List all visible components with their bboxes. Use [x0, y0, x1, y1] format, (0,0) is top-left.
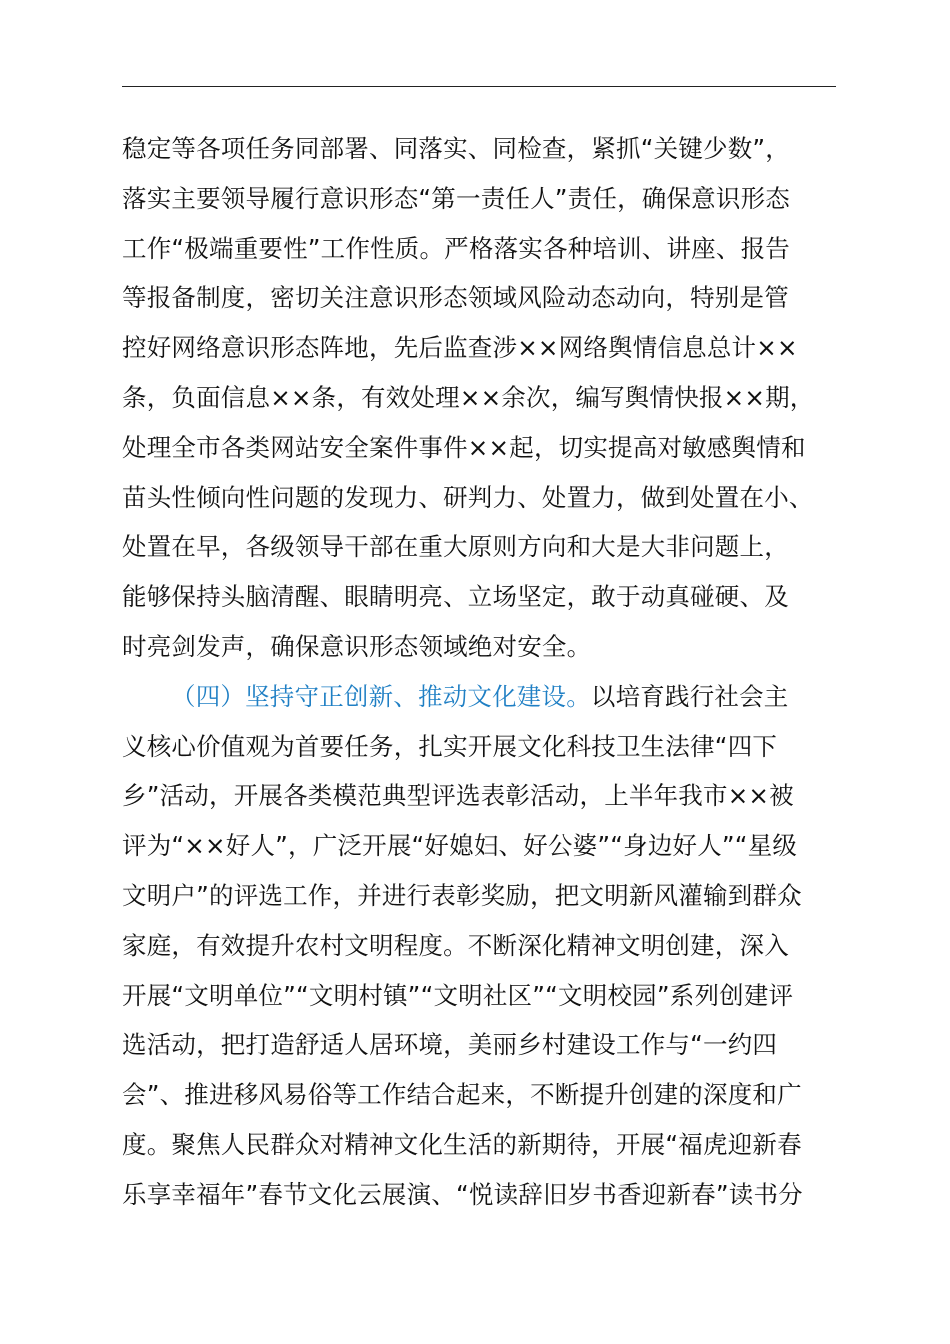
body-line: 乐享幸福年”春节文化云展演、“悦读辞旧岁书香迎新春”读书分	[122, 1179, 803, 1209]
section-first-line-text: 以培育践行社会主	[590, 681, 789, 711]
body-line: 处置在早，各级领导干部在重大原则方向和大是大非问题上，	[122, 532, 789, 562]
body-line: 乡”活动，开展各类模范典型评选表彰活动，上半年我市××被	[122, 781, 794, 811]
section-first-line	[122, 672, 836, 722]
header-rule	[122, 86, 836, 87]
document-body	[122, 124, 836, 1220]
body-line: 苗头性倾向性问题的发现力、研判力、处置力，做到处置在小、	[122, 482, 814, 512]
body-line: 开展“文明单位”“文明村镇”“文明社区”“文明校园”系列创建评	[122, 980, 794, 1010]
body-line: 条，负面信息××条，有效处理××余次，编写舆情快报××期，	[122, 382, 815, 412]
body-line: 能够保持头脑清醒、眼睛明亮、立场坚定，敢于动真碰硬、及	[122, 582, 789, 612]
body-line: 工作“极端重要性”工作性质。严格落实各种培训、讲座、报告	[122, 233, 790, 263]
section-heading: （四）坚持守正创新、推动文化建设。	[171, 681, 591, 711]
body-line: 稳定等各项任务同部署、同落实、同检查，紧抓“关键少数”，	[122, 134, 790, 163]
body-line: 时亮剑发声，确保意识形态领域绝对安全。	[122, 631, 592, 661]
body-line: 处理全市各类网站安全案件事件××起，切实提高对敏感舆情和	[122, 432, 806, 462]
body-line: 选活动，把打造舒适人居环境，美丽乡村建设工作与“一约四	[122, 1030, 778, 1060]
body-line: 等报备制度，密切关注意识形态领域风险动态动向，特别是管	[122, 283, 789, 313]
body-line: 义核心价值观为首要任务，扎实开展文化科技卫生法律“四下	[122, 731, 778, 761]
body-line: 会”、推进移风易俗等工作结合起来，不断提升创建的深度和广	[122, 1080, 802, 1110]
body-line: 度。聚焦人民群众对精神文化生活的新期待，开展“福虎迎新春	[122, 1129, 802, 1159]
body-line: 控好网络意识形态阵地，先后监查涉××网络舆情信息总计××	[122, 333, 798, 363]
body-line: 家庭，有效提升农村文明程度。不断深化精神文明创建，深入	[122, 930, 789, 960]
body-line: 文明户”的评选工作，并进行表彰奖励，把文明新风灌输到群众	[122, 880, 802, 910]
body-line: 评为“××好人”，广泛开展“好媳妇、好公婆”“身边好人”“星级	[122, 831, 798, 861]
body-line: 落实主要领导履行意识形态“第一责任人”责任，确保意识形态	[122, 183, 790, 213]
